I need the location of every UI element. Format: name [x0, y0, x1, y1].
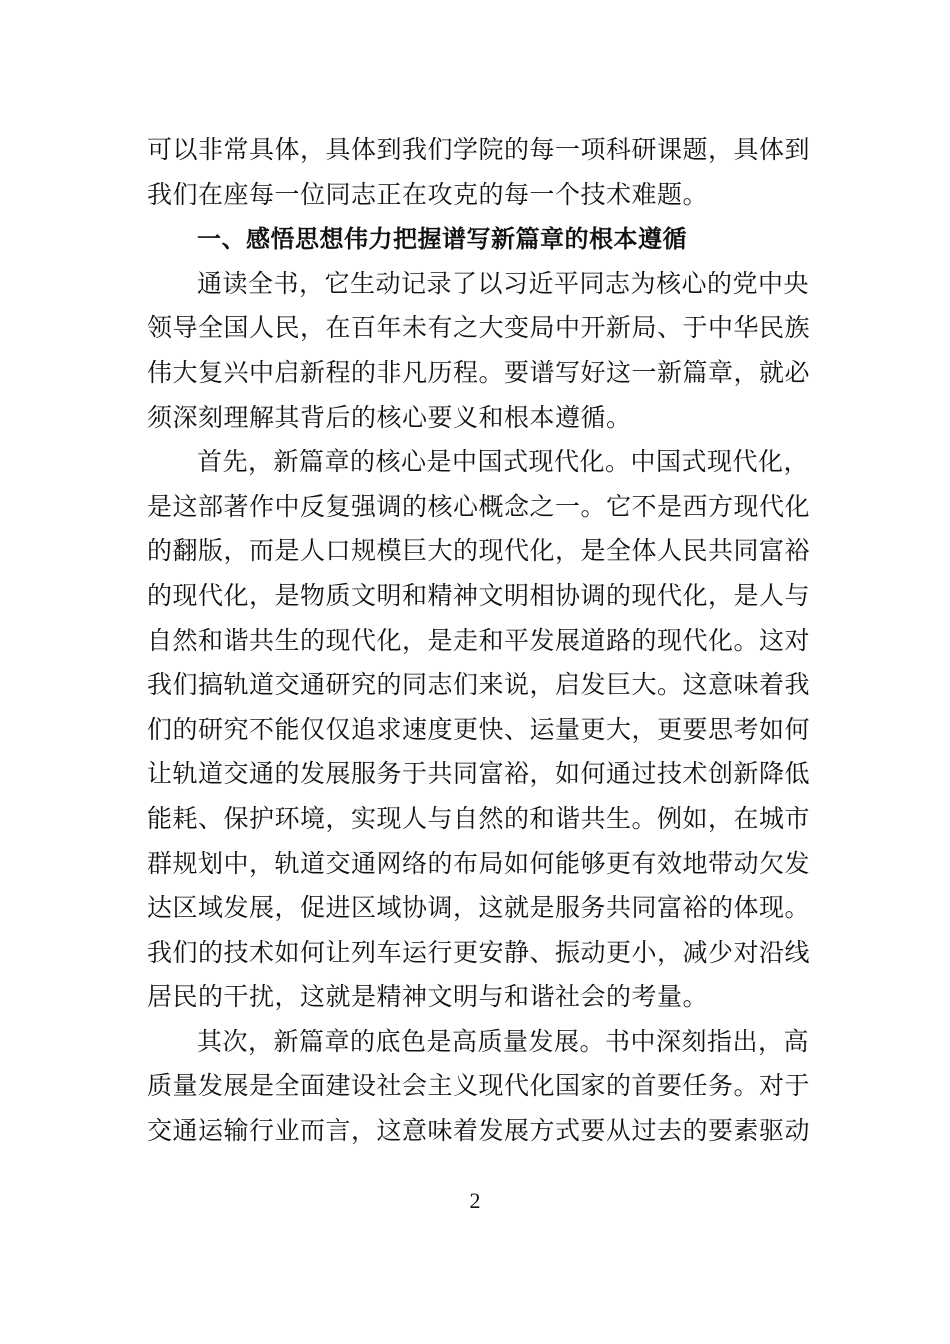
text-line: 质量发展是全面建设社会主义现代化国家的首要任务。对于 — [147, 1071, 811, 1101]
text-line: 达区域发展，促进区域协调，这就是服务共同富裕的体现。 — [147, 893, 811, 923]
text-line: 首先，新篇章的核心是中国式现代化。中国式现代化， — [197, 447, 810, 477]
text-line: 能耗、保护环境，实现人与自然的和谐共生。例如，在城市 — [147, 803, 811, 833]
text-line: 们的研究不能仅仅追求速度更快、运量更大，更要思考如何 — [147, 714, 811, 744]
text-line: 领导全国人民，在百年未有之大变局中开新局、于中华民族 — [147, 313, 811, 343]
text-line: 让轨道交通的发展服务于共同富裕，如何通过技术创新降低 — [147, 759, 811, 789]
text-line: 通读全书，它生动记录了以习近平同志为核心的党中央 — [197, 268, 810, 298]
body-text — [147, 128, 811, 1154]
section-heading: 一、感悟思想伟力把握谱写新篇章的根本遵循 — [197, 225, 687, 254]
text-line: 的翻版，而是人口规模巨大的现代化，是全体人民共同富裕 — [147, 536, 811, 566]
text-line: 居民的干扰，这就是精神文明与和谐社会的考量。 — [147, 982, 709, 1012]
text-line: 的现代化，是物质文明和精神文明相协调的现代化，是人与 — [147, 580, 811, 610]
text-line: 我们的技术如何让列车运行更安静、振动更小，减少对沿线 — [147, 937, 811, 967]
text-line: 伟大复兴中启新程的非凡历程。要谱写好这一新篇章，就必 — [147, 357, 811, 387]
text-line: 是这部著作中反复强调的核心概念之一。它不是西方现代化 — [147, 491, 811, 521]
text-line: 可以非常具体，具体到我们学院的每一项科研课题，具体到 — [147, 135, 811, 164]
text-line: 交通运输行业而言，这意味着发展方式要从过去的要素驱动 — [147, 1116, 811, 1146]
text-line: 我们在座每一位同志正在攻克的每一个技术难题。 — [147, 179, 709, 209]
text-line: 须深刻理解其背后的核心要义和根本遵循。 — [147, 402, 632, 432]
page-number: 2 — [469, 1188, 481, 1213]
text-line: 我们搞轨道交通研究的同志们来说，启发巨大。这意味着我 — [147, 670, 811, 700]
text-line: 自然和谐共生的现代化，是走和平发展道路的现代化。这对 — [147, 625, 811, 655]
text-line: 其次，新篇章的底色是高质量发展。书中深刻指出，高 — [197, 1026, 810, 1056]
text-line: 群规划中，轨道交通网络的布局如何能够更有效地带动欠发 — [147, 848, 811, 878]
